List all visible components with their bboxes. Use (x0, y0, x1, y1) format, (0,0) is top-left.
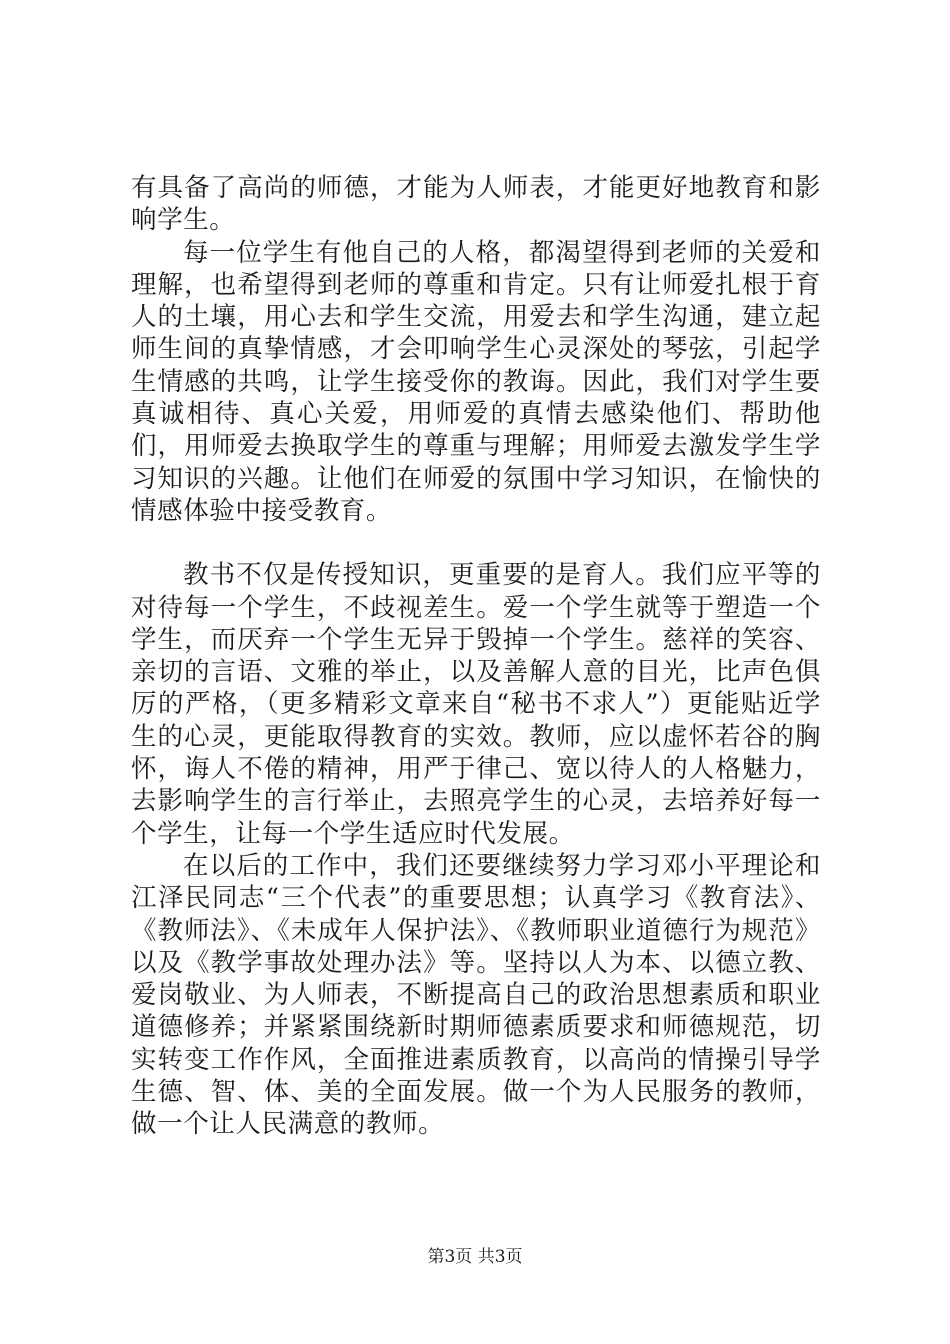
paragraph-future-work: 在以后的工作中，我们还要继续努力学习邓小平理论和江泽民同志“三个代表”的重要思想；认真学习《教育法》、《教师法》、《未成年人保护法》、《教师职业道德行为规范》以及《教学事故处理办法》等。坚持以人为本、以德立教、爱岗敬业、为人师表，不断提高自己的政治思想素质和职业道德修养；并紧紧围绕新时期师德素质要求和师德规范，切实转变工作作风，全面推进素质教育，以高尚的情操引导学生德、智、体、美的全面发展。做一个为人民服务的教师，做一个让人民满意的教师。 (131, 850, 821, 1140)
page-number-footer: 第3页 共3页 (427, 1247, 523, 1267)
paragraph-spacer (131, 527, 821, 559)
paragraph-teacher-love: 每一位学生有他自己的人格，都渴望得到老师的关爱和理解，也希望得到老师的尊重和肯定。只有让师爱扎根于育人的土壤，用心去和学生交流，用爱去和学生沟通，建立起师生间的真挚情感，才会叩响学生心灵深处的琴弦，引起学生情感的共鸣，让学生接受你的教诲。因此，我们对学生要真诚相待、真心关爱，用师爱的真情去感染他们、帮助他们，用师爱去换取学生的尊重与理解；用师爱去激发学生学习知识的兴趣。让他们在师爱的氛围中学习知识，在愉快的情感体验中接受教育。 (131, 237, 821, 526)
paragraph-education: 教书不仅是传授知识，更重要的是育人。我们应平等的对待每一个学生，不歧视差生。爱一个学生就等于塑造一个学生，而厌弃一个学生无异于毁掉一个学生。慈祥的笑容、亲切的言语、文雅的举止，以及善解人意的目光，比声色俱厉的严格，（更多精彩文章来自“秘书不求人”）更能贴近学生的心灵，更能取得教育的实效。教师，应以虚怀若谷的胸怀，诲人不倦的精神，用严于律己、宽以待人的人格魅力，去影响学生的言行举止，去照亮学生的心灵，去培养好每一个学生，让每一个学生适应时代发展。 (131, 560, 821, 849)
document-body (131, 172, 821, 1141)
paragraph-continuation: 有具备了高尚的师德，才能为人师表，才能更好地教育和影响学生。 (131, 173, 821, 236)
